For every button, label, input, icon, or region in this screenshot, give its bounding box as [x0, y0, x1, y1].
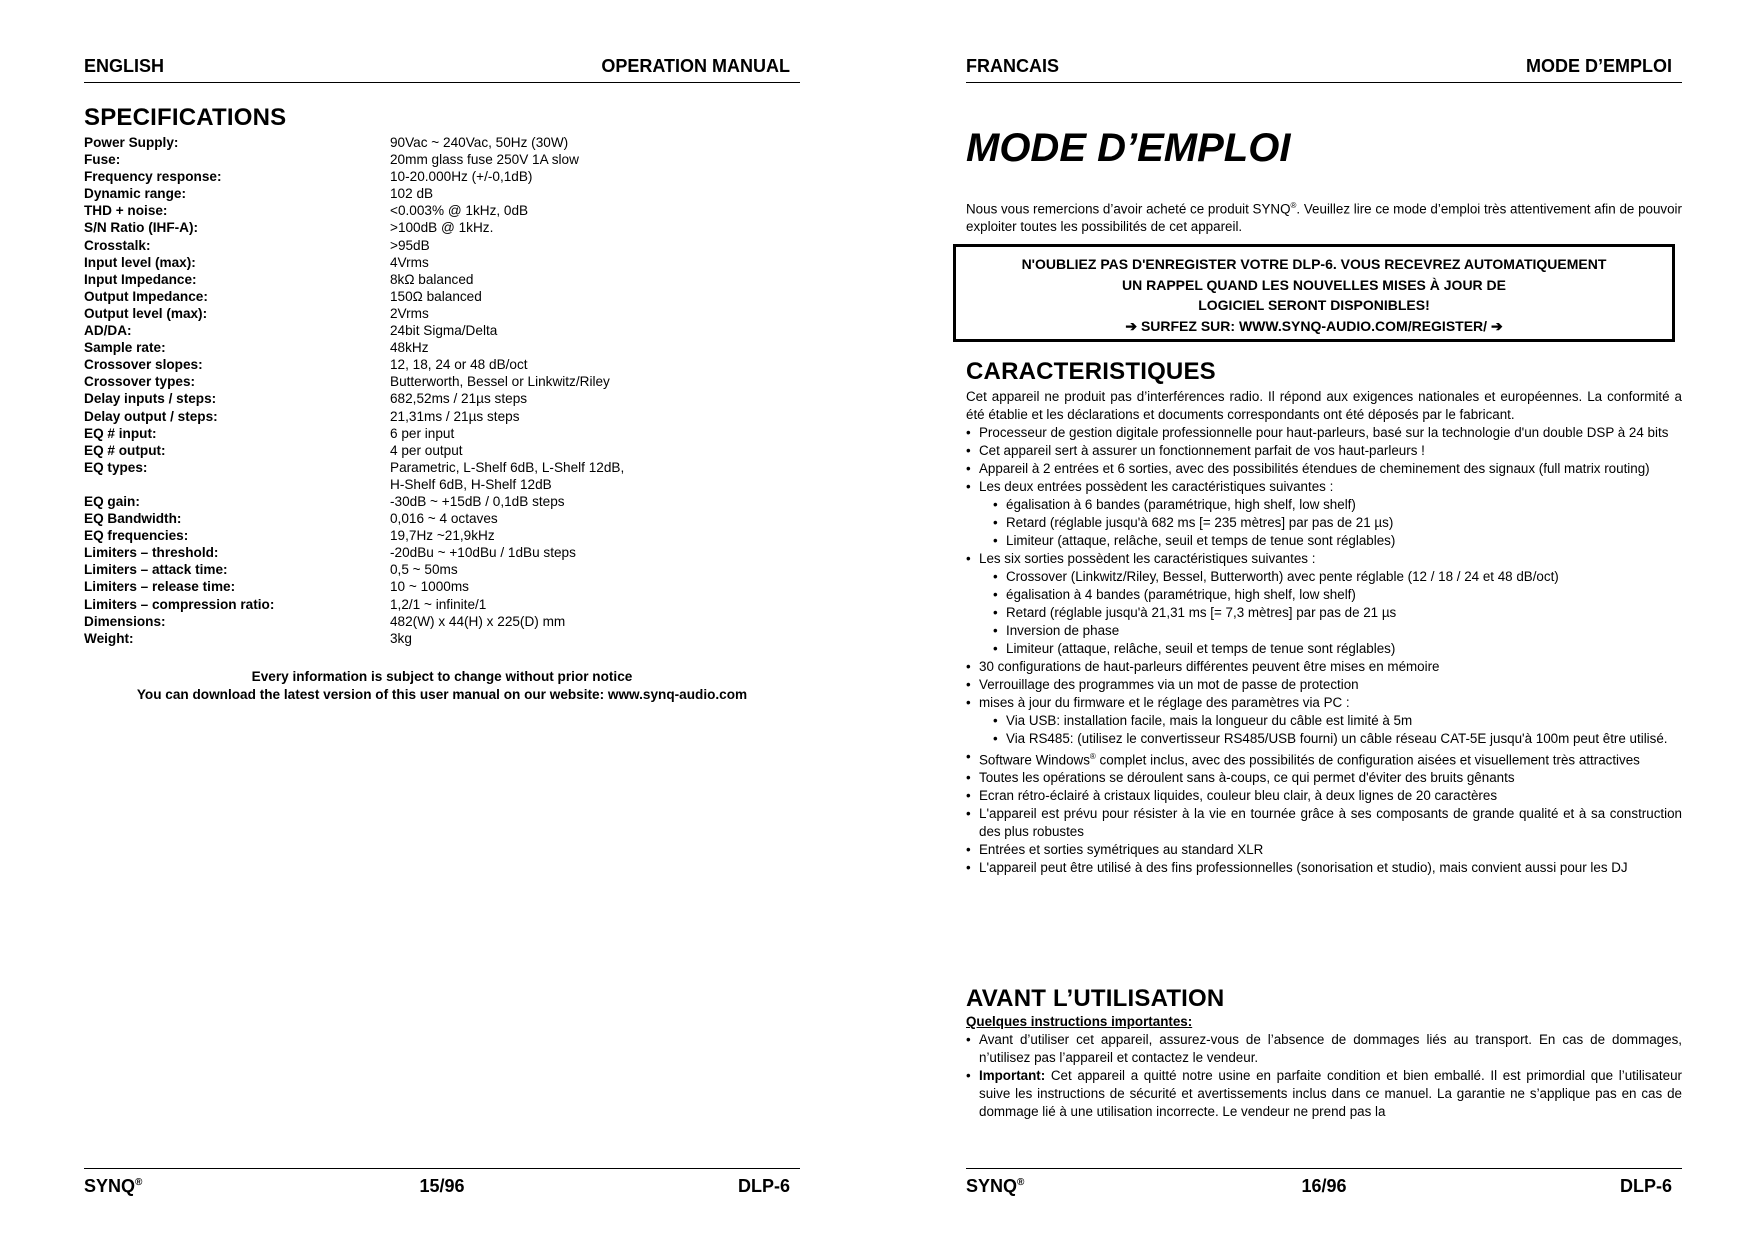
- notice-download: You can download the latest version of this user manual on our website: www.synq-audio.com: [136, 686, 748, 702]
- spec-label: Weight:: [84, 630, 134, 646]
- table-row: [84, 254, 800, 271]
- spec-value: 1,2/1 ~ infinite/1: [390, 596, 487, 612]
- spec-value: 482(W) x 44(H) x 225(D) mm: [390, 613, 566, 629]
- spec-label: Dynamic range:: [84, 186, 186, 202]
- table-row: [84, 425, 800, 442]
- notice-change: Every information is subject to change without prior notice: [251, 669, 633, 684]
- spec-label: Delay output / steps:: [84, 408, 218, 424]
- page-number: 16/96: [1301, 1176, 1347, 1196]
- list-item: • Limiteur (attaque, relâche, seuil et temps de tenue sont réglables): [993, 640, 1682, 658]
- spec-value: 6 per input: [390, 425, 455, 441]
- spec-value: <0.003% @ 1kHz, 0dB: [390, 203, 529, 219]
- spec-label: EQ frequencies:: [84, 528, 189, 544]
- spec-value: Butterworth, Bessel or Linkwitz/Riley: [390, 374, 610, 390]
- spec-label: Crosstalk:: [84, 237, 151, 253]
- list-item: • Retard (réglable jusqu'à 21,31 ms [= 7,3 mètres] par pas de 21 µs: [993, 604, 1682, 622]
- specifications-table: [84, 134, 800, 647]
- spec-label: Limiters – release time:: [84, 579, 236, 595]
- table-row: [84, 596, 800, 613]
- table-row: [84, 134, 800, 151]
- spec-label: Fuse:: [84, 152, 121, 168]
- list-item: • Retard (réglable jusqu'à 682 ms [= 235 mètres] par pas de 21 µs): [993, 514, 1682, 532]
- page-number: 15/96: [419, 1176, 465, 1196]
- table-row: [84, 168, 800, 185]
- caracteristiques-heading: CARACTERISTIQUES: [966, 358, 1216, 385]
- table-row: [84, 578, 800, 595]
- spec-label: Crossover slopes:: [84, 357, 203, 373]
- table-row: [84, 322, 800, 339]
- instructions-subheading: Quelques instructions importantes:: [966, 1014, 1193, 1029]
- notice-line: UN RAPPEL QUAND LES NOUVELLES MISES À JOUR DE: [1121, 276, 1506, 293]
- list-item: • Processeur de gestion digitale professionnelle pour haut-parleurs, basé sur la technologie d'un double DSP à 24 bits: [966, 424, 1682, 442]
- table-row: [84, 151, 800, 168]
- notice-line: N'OUBLIEZ PAS D'ENREGISTER VOTRE DLP-6. VOUS RECEVREZ AUTOMATIQUEMENT: [1021, 256, 1607, 272]
- spec-label: Output level (max):: [84, 305, 208, 321]
- list-item: • L'appareil peut être utilisé à des fins professionnelles (sonorisation et studio), mais convient aussi pour les DJ: [966, 859, 1682, 877]
- spec-value: 682,52ms / 21µs steps: [390, 391, 528, 407]
- list-item: • égalisation à 6 bandes (paramétrique, high shelf, low shelf): [993, 496, 1682, 514]
- spec-value: 2Vrms: [390, 305, 429, 321]
- spec-label: THD + noise:: [84, 203, 168, 219]
- table-row: [84, 442, 800, 459]
- manual-title: OPERATION MANUAL: [601, 56, 790, 76]
- spec-label: Frequency response:: [84, 169, 222, 185]
- spec-value: -30dB ~ +15dB / 0,1dB steps: [390, 493, 565, 509]
- list-item: • 30 configurations de haut-parleurs différentes peuvent être mises en mémoire: [966, 658, 1682, 676]
- spec-notice: [84, 668, 800, 703]
- list-item: • Verrouillage des programmes via un mot de passe de protection: [966, 676, 1682, 694]
- spec-label: Limiters – threshold:: [84, 545, 219, 561]
- page-title: MODE D’EMPLOI: [966, 126, 1291, 170]
- brand-logo: SYNQ®: [966, 1176, 1025, 1196]
- table-row: [84, 561, 800, 578]
- spec-value: 20mm glass fuse 250V 1A slow: [390, 152, 579, 168]
- brand-logo: SYNQ®: [84, 1176, 143, 1196]
- table-row: [84, 185, 800, 202]
- list-item: • Via USB: installation facile, mais la longueur du câble est limité à 5m: [993, 712, 1682, 730]
- spec-value: 48kHz: [390, 340, 429, 356]
- page-header: [84, 56, 800, 83]
- spec-value: 8kΩ balanced: [390, 271, 474, 287]
- spec-value: 24bit Sigma/Delta: [390, 323, 498, 339]
- sub-list: [993, 496, 1682, 550]
- spec-label: Power Supply:: [84, 135, 179, 150]
- spec-label: S/N Ratio (IHF-A):: [84, 220, 199, 236]
- list-item: • Avant d’utiliser cet appareil, assurez-vous de l’absence de dommages liés au transport. En cas de dommages, n’utilisez pas l’appareil et contactez le vendeur.: [966, 1031, 1682, 1067]
- language-label: FRANCAIS: [966, 56, 1059, 76]
- list-item: • Crossover (Linkwitz/Riley, Bessel, Butterworth) avec pente réglable (12 / 18 / 24 et 48 dB/oct): [993, 568, 1682, 586]
- table-row: [84, 305, 800, 322]
- spec-value: 12, 18, 24 or 48 dB/oct: [390, 357, 528, 373]
- model-name: DLP-6: [1619, 1176, 1672, 1196]
- spec-value: -20dBu ~ +10dBu / 1dBu steps: [390, 545, 576, 561]
- spec-label: Delay inputs / steps:: [84, 391, 217, 407]
- model-name: DLP-6: [737, 1176, 790, 1196]
- list-item: • Entrées et sorties symétriques au standard XLR: [966, 841, 1682, 859]
- spec-label: Crossover types:: [84, 374, 196, 390]
- sub-list: [993, 568, 1682, 658]
- sub-list: [993, 712, 1682, 748]
- spec-label: Input level (max):: [84, 254, 196, 270]
- spec-label: EQ # input:: [84, 425, 157, 441]
- page-header: [966, 56, 1682, 83]
- list-item: • L'appareil est prévu pour résister à la vie en tournée grâce à ses composants de grande qualité et à sa construction des plus robustes: [966, 805, 1682, 841]
- spec-label: Output Impedance:: [84, 288, 208, 304]
- spec-label: Limiters – attack time:: [84, 562, 228, 578]
- page-footer: [966, 1168, 1682, 1201]
- page-footer: [84, 1168, 800, 1201]
- spec-value: 150Ω balanced: [390, 288, 482, 304]
- spec-value: 90Vac ~ 240Vac, 50Hz (30W): [390, 135, 569, 150]
- spec-value: 21,31ms / 21µs steps: [390, 408, 520, 424]
- spec-value: 3kg: [390, 630, 412, 646]
- spec-label: EQ types:: [84, 459, 148, 475]
- table-row: [84, 356, 800, 373]
- spec-value: 0,016 ~ 4 octaves: [390, 511, 498, 527]
- spec-value: 19,7Hz ~21,9kHz: [390, 528, 495, 544]
- table-row: [84, 202, 800, 219]
- table-row: [84, 476, 800, 493]
- list-item: • Software Windows® complet inclus, avec des possibilités de configuration aisées et visuellement très attractives: [966, 748, 1682, 769]
- register-notice-box: [953, 244, 1675, 342]
- spec-value: 4Vrms: [390, 254, 429, 270]
- spec-label: EQ # output:: [84, 442, 166, 458]
- table-row: [84, 459, 800, 476]
- table-row: [84, 237, 800, 254]
- list-item: • Cet appareil sert à assurer un fonctionnement parfait de vos haut-parleurs !: [966, 442, 1682, 460]
- table-row: [84, 510, 800, 527]
- table-row: [84, 613, 800, 630]
- page-francais: [966, 0, 1682, 1240]
- table-row: [84, 271, 800, 288]
- table-row: [84, 373, 800, 390]
- spec-label: AD/DA:: [84, 323, 132, 339]
- spec-label: Sample rate:: [84, 340, 166, 356]
- instruction-list: [966, 1031, 1682, 1121]
- list-item: • égalisation à 4 bandes (paramétrique, high shelf, low shelf): [993, 586, 1682, 604]
- spec-label: EQ Bandwidth:: [84, 511, 182, 527]
- caracteristiques-body: [966, 388, 1682, 877]
- register-link[interactable]: ➔ SURFEZ SUR: WWW.SYNQ-AUDIO.COM/REGISTER/ ➔: [1125, 317, 1503, 334]
- spec-value: 0,5 ~ 50ms: [390, 562, 458, 578]
- table-row: [84, 219, 800, 236]
- spec-value: >95dB: [390, 237, 430, 253]
- spec-value: 10-20.000Hz (+/-0,1dB): [390, 169, 533, 185]
- list-item: • Via RS485: (utilisez le convertisseur RS485/USB fourni) un câble réseau CAT-5E jusqu'à 100m peut être utilisé.: [993, 730, 1682, 748]
- table-row: [84, 493, 800, 510]
- manual-title: MODE D’EMPLOI: [1525, 56, 1672, 76]
- list-item: • Inversion de phase: [993, 622, 1682, 640]
- avant-utilisation-heading: AVANT L’UTILISATION: [966, 985, 1225, 1012]
- table-row: [84, 390, 800, 407]
- table-row: [84, 288, 800, 305]
- table-row: [84, 630, 800, 647]
- spec-value: 4 per output: [390, 442, 463, 458]
- conformity-paragraph: Cet appareil ne produit pas d’interférences radio. Il répond aux exigences nationales et européennes. La conformité a été établie et les déclarations et documents correspondants ont été déposés par le fabricant.: [966, 389, 1682, 422]
- intro-paragraph: Nous vous remercions d’avoir acheté ce produit SYNQ®. Veuillez lire ce mode d’emploi très attentivement afin de pouvoir exploiter toutes les possibilités de cet appareil.: [966, 201, 1682, 234]
- list-item: • Appareil à 2 entrées et 6 sorties, avec des possibilités étendues de cheminement des signaux (full matrix routing): [966, 460, 1682, 478]
- spec-value: 102 dB: [390, 186, 434, 202]
- list-item: • Toutes les opérations se déroulent sans à-coups, ce qui permet d'éviter des bruits gênants: [966, 769, 1682, 787]
- spec-value: >100dB @ 1kHz.: [390, 220, 494, 236]
- specifications-heading: SPECIFICATIONS: [84, 104, 287, 131]
- table-row: [84, 527, 800, 544]
- page-english: [84, 0, 800, 1240]
- spec-label: Dimensions:: [84, 613, 166, 629]
- spec-value: Parametric, L-Shelf 6dB, L-Shelf 12dB,: [390, 459, 625, 475]
- list-item: • Limiteur (attaque, relâche, seuil et temps de tenue sont réglables): [993, 532, 1682, 550]
- table-row: [84, 339, 800, 356]
- avant-utilisation-body: [966, 1013, 1682, 1121]
- list-item: • Les six sorties possèdent les caractéristiques suivantes : • Crossover (Linkwitz/Riley, Bessel, Butterworth) avec pente réglable (12 / 18 / 24 et 48 dB/oct) • égalisation à 4 bandes (paramétrique, high shelf, low shelf) • Retard (réglable jusqu'à 21,31 ms [= 7,3 mètres] par pas de 21 µs • Inversion de phase • Limiteur (attaque, relâche, seuil et temps de tenue sont réglables): [966, 550, 1682, 658]
- spec-label: Limiters – compression ratio:: [84, 596, 275, 612]
- list-item: • Ecran rétro-éclairé à cristaux liquides, couleur bleu clair, à deux lignes de 20 caractères: [966, 787, 1682, 805]
- spec-label: EQ gain:: [84, 493, 140, 509]
- spec-value: H-Shelf 6dB, H-Shelf 12dB: [390, 476, 552, 492]
- table-row: [84, 408, 800, 425]
- list-item: • Les deux entrées possèdent les caractéristiques suivantes : • égalisation à 6 bandes (paramétrique, high shelf, low shelf) • Retard (réglable jusqu'à 682 ms [= 235 mètres] par pas de 21 µs) • Limiteur (attaque, relâche, seuil et temps de tenue sont réglables): [966, 478, 1682, 550]
- list-item: • Important: Cet appareil a quitté notre usine en parfaite condition et bien emballé. Il est primordial que l’utilisateur suive les instructions de sécurité et avertissements inclus dans ce manuel. La garantie ne s’applique pas en cas de dommage lié à une utilisation incorrecte. Le vendeur ne prend pas la: [966, 1067, 1682, 1121]
- list-item: • mises à jour du firmware et le réglage des paramètres via PC : • Via USB: installation facile, mais la longueur du câble est limité à 5m • Via RS485: (utilisez le convertisseur RS485/USB fourni) un câble réseau CAT-5E jusqu'à 100m peut être utilisé.: [966, 694, 1682, 748]
- spec-label: Input Impedance:: [84, 271, 197, 287]
- spec-value: 10 ~ 1000ms: [390, 579, 469, 595]
- spec-label: [84, 476, 390, 493]
- feature-list: [966, 424, 1682, 877]
- notice-line: LOGICIEL SERONT DISPONIBLES!: [1198, 297, 1430, 313]
- language-label: ENGLISH: [84, 56, 165, 76]
- table-row: [84, 544, 800, 561]
